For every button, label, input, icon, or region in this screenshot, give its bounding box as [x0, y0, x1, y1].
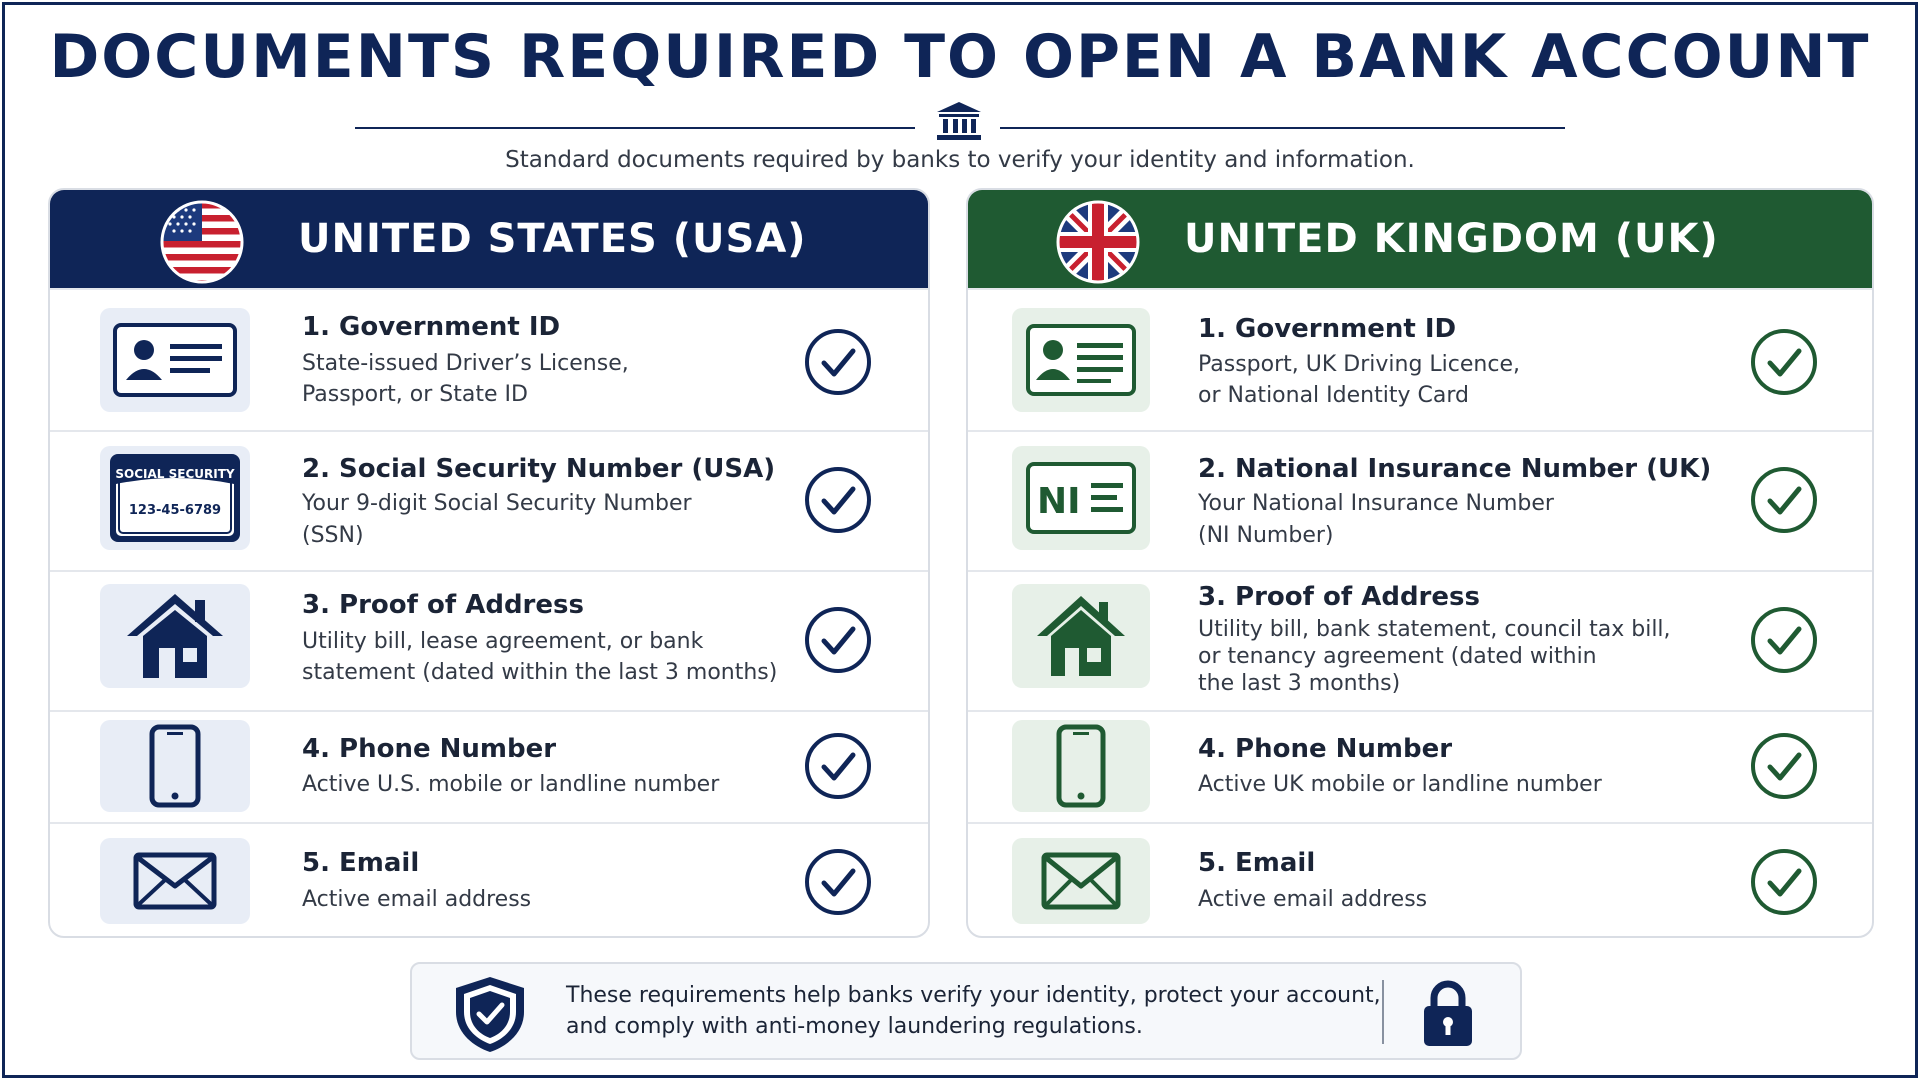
uk-ni-number-desc-1: Your National Insurance Number — [1198, 491, 1554, 516]
footer-text-line-2: and comply with anti-money laundering regulations. — [566, 1014, 1143, 1039]
usa-government-id-desc-1: State-issued Driver’s License, — [302, 351, 629, 376]
phone-icon — [1012, 720, 1150, 812]
house-icon — [100, 584, 250, 688]
usa-proof-of-address-desc-2: statement (dated within the last 3 months) — [302, 660, 778, 685]
ssn-card-number: 123-45-6789 — [128, 503, 222, 518]
uk-proof-of-address-desc-2: or tenancy agreement (dated within — [1198, 644, 1597, 669]
usa-row-government-id — [50, 288, 928, 430]
house-icon — [1012, 584, 1150, 688]
usa-proof-of-address-title: 3. Proof of Address — [302, 590, 584, 620]
check-circle-icon — [804, 848, 872, 916]
check-circle-icon — [1750, 328, 1818, 396]
uk-phone-number-desc: Active UK mobile or landline number — [1198, 772, 1602, 797]
usa-panel — [48, 188, 930, 938]
us-flag-icon — [160, 200, 244, 284]
usa-government-id-title: 1. Government ID — [302, 312, 561, 342]
check-circle-icon — [1750, 466, 1818, 534]
usa-row-proof-of-address — [50, 570, 928, 710]
phone-icon — [100, 720, 250, 812]
usa-proof-of-address-desc-1: Utility bill, lease agreement, or bank — [302, 629, 704, 654]
uk-flag-icon — [1056, 200, 1140, 284]
usa-email-desc: Active email address — [302, 887, 532, 912]
title-divider-right — [1000, 127, 1565, 129]
footer-text — [566, 980, 1381, 1042]
ni-card-label: NI — [1037, 481, 1081, 522]
check-circle-icon — [804, 328, 872, 396]
usa-panel-title: UNITED STATES (USA) — [298, 216, 807, 262]
uk-email-desc: Active email address — [1198, 887, 1428, 912]
uk-proof-of-address-title: 3. Proof of Address — [1198, 582, 1480, 612]
usa-phone-number-title: 4. Phone Number — [302, 734, 557, 764]
page-title: DOCUMENTS REQUIRED TO OPEN A BANK ACCOUNT — [49, 22, 1871, 92]
usa-panel-header — [50, 190, 928, 288]
uk-row-phone-number — [968, 710, 1872, 822]
check-circle-icon — [1750, 732, 1818, 800]
check-circle-icon — [804, 466, 872, 534]
uk-email-title: 5. Email — [1198, 848, 1316, 878]
envelope-icon — [100, 838, 250, 924]
usa-email-title: 5. Email — [302, 848, 420, 878]
uk-panel-header — [968, 190, 1872, 288]
uk-ni-number-title: 2. National Insurance Number (UK) — [1198, 454, 1712, 484]
uk-ni-number-desc-2: (NI Number) — [1198, 523, 1334, 548]
uk-proof-of-address-desc-3: the last 3 months) — [1198, 671, 1401, 696]
lock-icon — [1420, 978, 1476, 1048]
uk-phone-number-title: 4. Phone Number — [1198, 734, 1453, 764]
uk-row-email — [968, 822, 1872, 938]
usa-ssn-title: 2. Social Security Number (USA) — [302, 454, 776, 484]
uk-government-id-title: 1. Government ID — [1198, 314, 1457, 344]
uk-panel — [966, 188, 1874, 938]
uk-row-government-id — [968, 288, 1872, 430]
usa-ssn-desc-1: Your 9-digit Social Security Number — [302, 491, 692, 516]
usa-row-phone-number — [50, 710, 928, 822]
usa-row-ssn — [50, 430, 928, 570]
check-circle-icon — [1750, 848, 1818, 916]
footer-text-line-1: These requirements help banks verify your identity, protect your account, — [566, 983, 1381, 1008]
usa-government-id-desc-2: Passport, or State ID — [302, 382, 528, 407]
check-circle-icon — [804, 606, 872, 674]
id-card-icon — [1012, 308, 1150, 412]
bank-icon — [933, 100, 985, 142]
uk-row-ni-number — [968, 430, 1872, 570]
ni-card-icon — [1012, 446, 1150, 550]
ssn-card-label: SOCIAL SECURITY — [115, 467, 235, 481]
footer-note — [410, 962, 1522, 1060]
shield-check-icon — [452, 974, 528, 1054]
uk-government-id-desc-2: or National Identity Card — [1198, 383, 1469, 408]
envelope-icon — [1012, 838, 1150, 924]
usa-phone-number-desc: Active U.S. mobile or landline number — [302, 772, 720, 797]
usa-row-email — [50, 822, 928, 938]
check-circle-icon — [1750, 606, 1818, 674]
social-security-card-icon — [100, 446, 250, 550]
usa-ssn-desc-2: (SSN) — [302, 523, 364, 548]
id-card-icon — [100, 308, 250, 412]
uk-proof-of-address-desc-1: Utility bill, bank statement, council tax bill, — [1198, 617, 1671, 642]
uk-panel-title: UNITED KINGDOM (UK) — [1184, 216, 1719, 262]
page-subtitle: Standard documents required by banks to verify your identity and information. — [505, 147, 1415, 173]
uk-government-id-desc-1: Passport, UK Driving Licence, — [1198, 352, 1520, 377]
check-circle-icon — [804, 732, 872, 800]
uk-row-proof-of-address — [968, 570, 1872, 710]
title-divider-left — [355, 127, 915, 129]
footer-divider — [1382, 980, 1384, 1044]
